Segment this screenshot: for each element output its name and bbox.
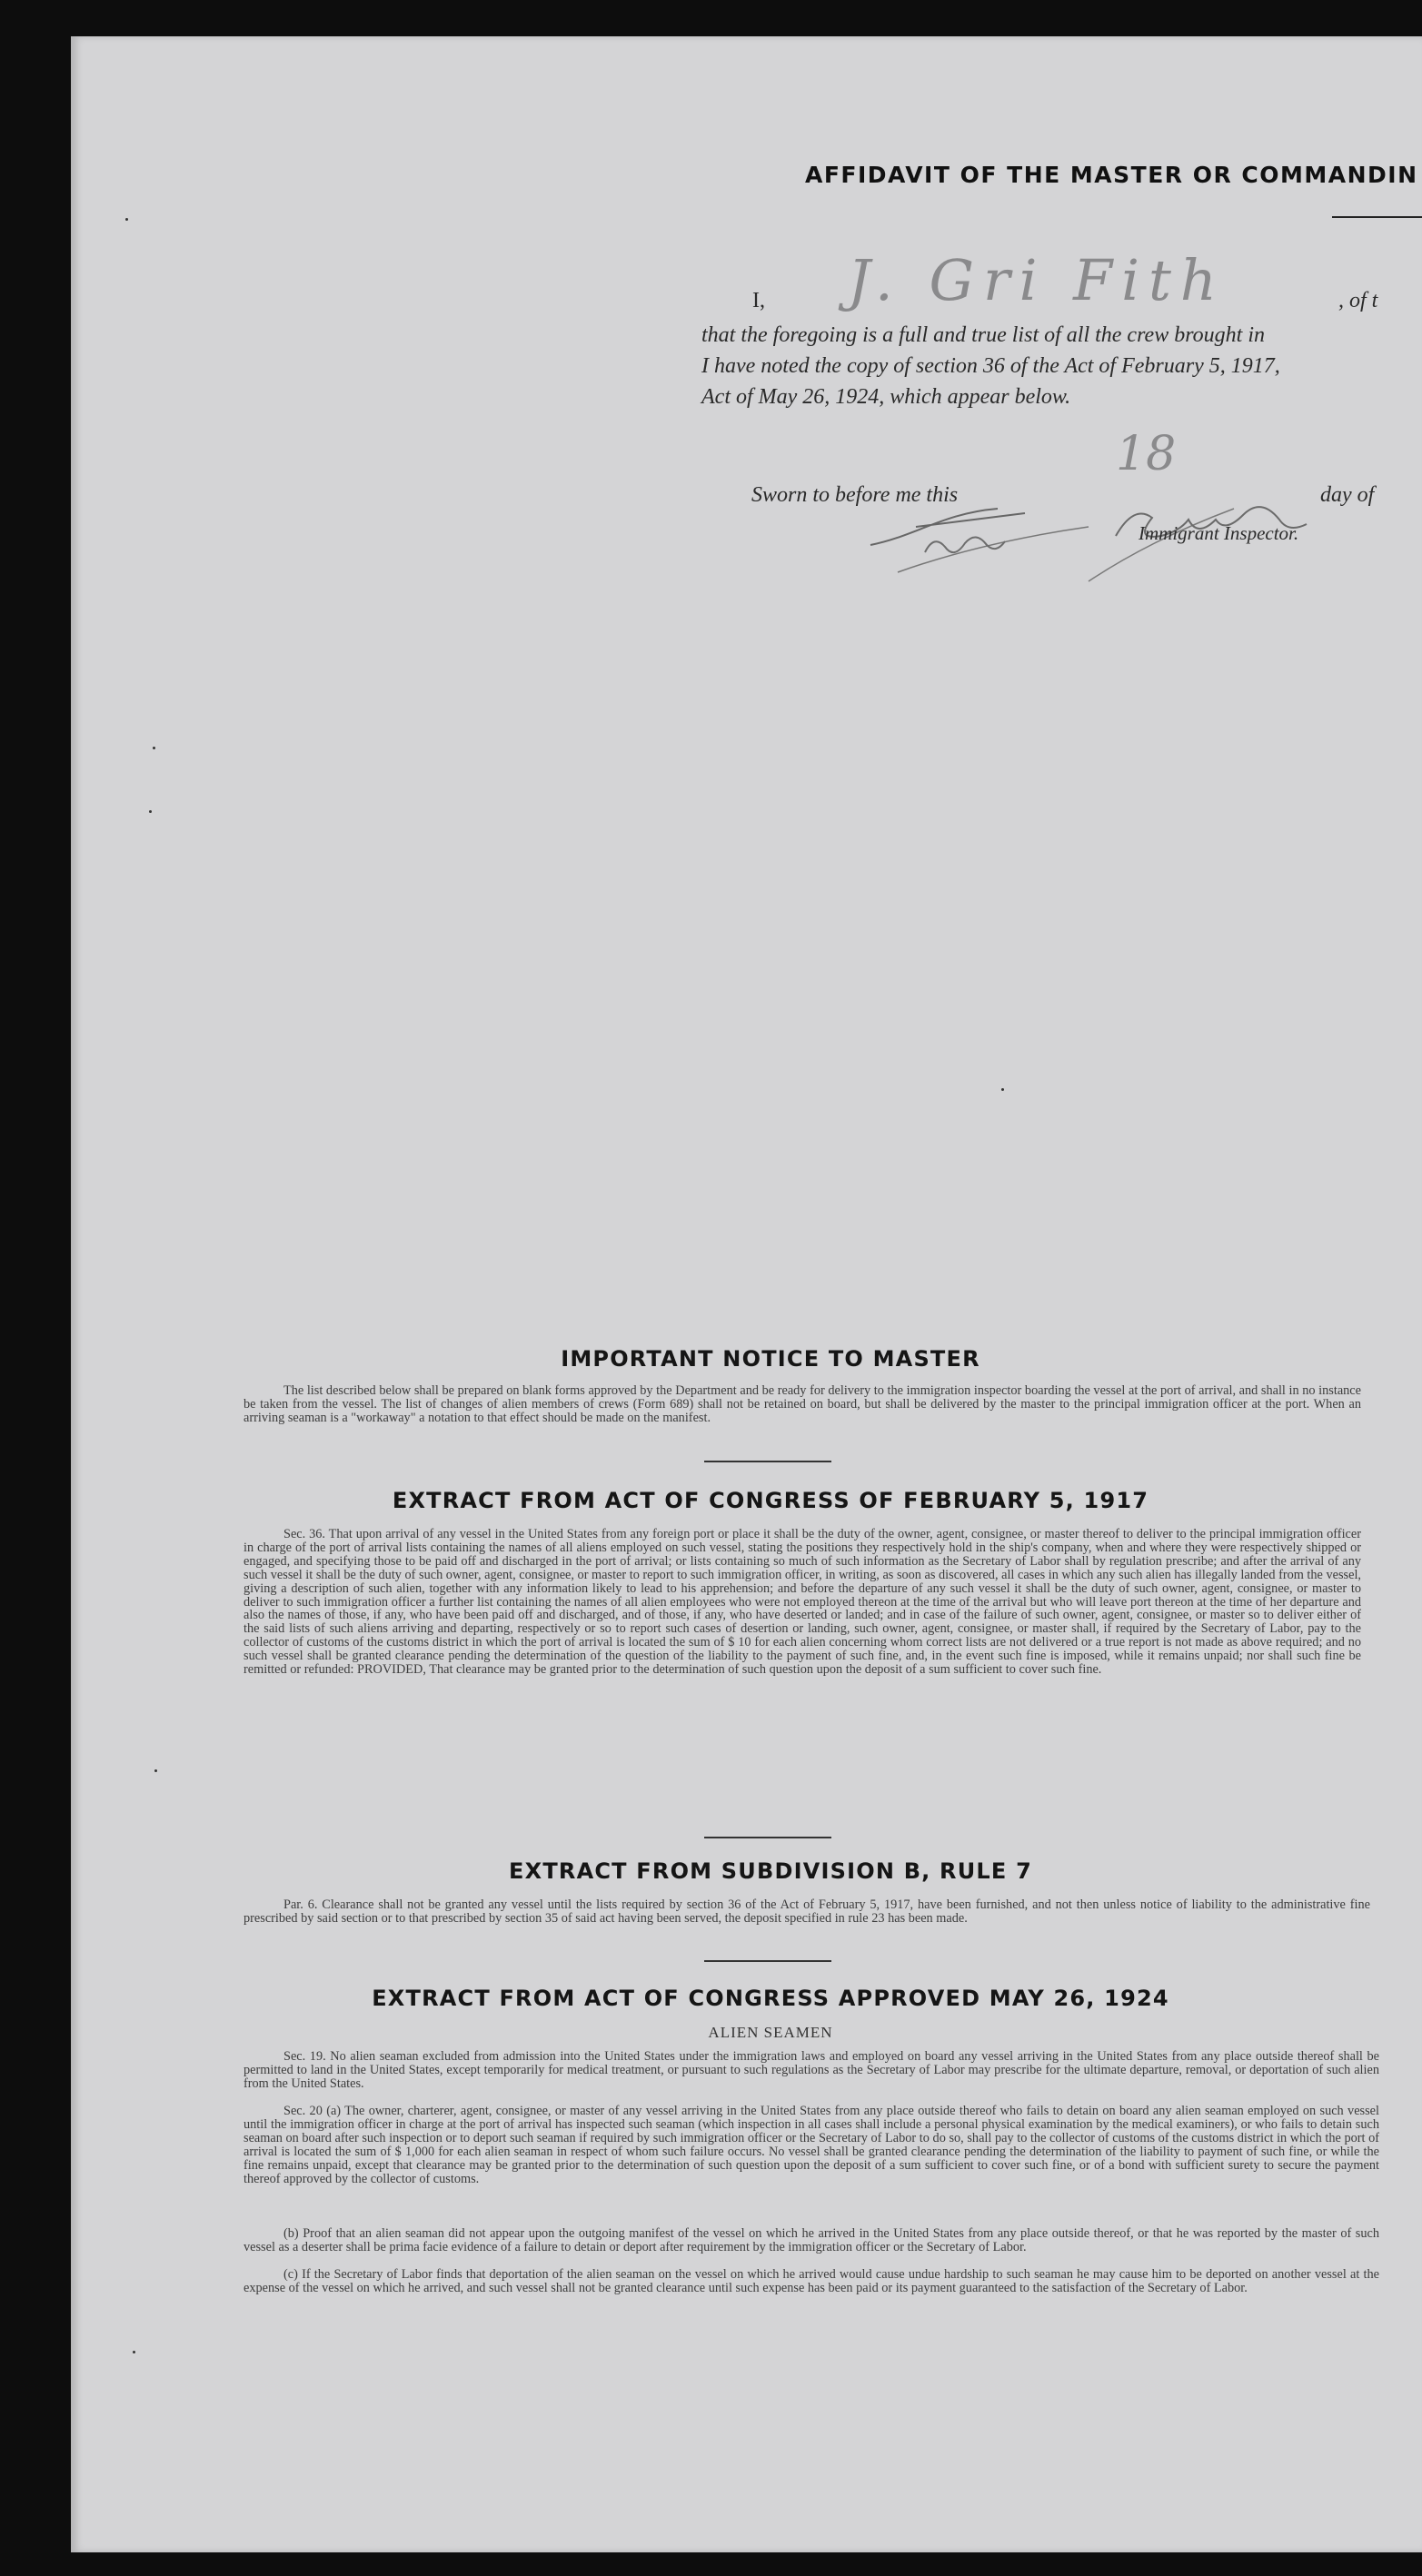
- section-divider: [704, 1837, 831, 1838]
- section-divider: [704, 1960, 831, 1962]
- extract-1917-title: EXTRACT FROM ACT OF CONGRESS OF FEBRUARY 5, 1917: [392, 1488, 1149, 1513]
- extract-1917-body: Sec. 36. That upon arrival of any vessel in the United States from any foreign port or place it shall be the duty of the owner, agent, consignee, or master thereof to deliver to the principal immigration officer in charge of the port of arrival lists containing the names of all aliens employed on such vessel, stating the positions they respectively hold in the ship's company, when and where they were respectively shipped or engaged, and specifying those to be paid off and discharged in the port of arrival; or lists containing so much of such information as the Secretary of Labor shall by regulation prescribe; and after the arrival of any such vessel it shall be the duty of such owner, agent, consignee, or master to report to such immigration officer, in writing, as soon as discovered, all cases in which any such alien has illegally landed from the vessel, giving a description of such alien, together with any information likely to lead to his apprehension; and before the departure of any such vessel it shall be the duty of such owner, agent, consignee, or master to deliver to such immigration officer a further list containing the names of all alien employees who were not employed thereon at the time of the arrival but who will leave port thereon at the time of her departure and also the names of those, if any, who have been paid off and discharged, and of those, if any, who have deserted or landed; and in case of the failure of such owner, agent, consignee, or master so to deliver either of the said lists of such aliens arriving and departing, respectively or so to report such cases of desertion or landing, such owner, agent, consignee, or master shall, if required by the Secretary of Labor, pay to the collector of customs of the customs district in which the port of arrival is located the sum of $ 10 for each alien concerning whom correct lists are not delivered or a true report is not made as above required; and no such vessel shall be granted clearance pending the determination of the question of the liability to the payment of such fine, and, in the event such fine is imposed, while it remains unpaid; nor shall such fine be remitted or refunded: PROVIDED, That clearance may be granted prior to the determination of such question upon the deposit of a sum sufficient to cover such fine.: [244, 1527, 1361, 1678]
- inspector-signature-text: Egnor Sulan: [852, 545, 859, 546]
- paper-speck: [154, 1769, 157, 1772]
- paper-speck: [133, 2351, 135, 2353]
- notice-title: IMPORTANT NOTICE TO MASTER: [561, 1346, 980, 1372]
- handwritten-master-name: J. Gri Fith: [848, 247, 1226, 313]
- sec-20b-paragraph: (b) Proof that an alien seaman did not appear upon the outgoing manifest of the vessel on which he arrived in the United States from any place outside thereof, or that he was reported by the master of such vessel as a deserter shall be prima facie evidence of a failure to detain or deport after requirement by the immigration officer or the Secretary of Labor.: [244, 2226, 1379, 2254]
- sec-20a-paragraph: Sec. 20 (a) The owner, charterer, agent, consignee, or master of any vessel arriving in the United States from any place outside thereof who fails to detain on board any alien seaman employed on such vessel until the immigration officer in charge at the port of arrival has inspected such seaman (which inspection in all cases shall include a personal physical examination by the medical examiners), or who fails to detain such seaman on board after such inspection or to deport such seaman if required by such immigration officer or the Secretary of Labor to do so, shall pay to the collector of customs of the customs district in which the port of arrival is located the sum of $ 1,000 for each alien seaman in respect of whom such failure occurs. No vessel shall be granted clearance pending the determination of the liability to payment of such fine, or while the fine remains unpaid, except that clearance may be granted prior to the determination of such question upon the deposit of a sum sufficient to cover such fine, or of a bond with sufficient surety to secure the payment thereof approved by the collector of customs.: [244, 2104, 1379, 2186]
- alien-seamen-subtitle: ALIEN SEAMEN: [708, 2024, 833, 2041]
- paper-speck: [125, 218, 128, 221]
- title-underline: [1332, 216, 1422, 218]
- sec-19-paragraph: Sec. 19. No alien seaman excluded from admission into the United States under the immigration laws and employed on board any vessel arriving in the United States from any place outside thereof shall be permitted to land in the United States, except temporarily for medical treatment, or pursuant to such regulations as the Secretary of Labor may prescribe for the ultimate departure, removal, or deportation of such alien from the United States.: [244, 2049, 1379, 2091]
- notice-body: The list described below shall be prepared on blank forms approved by the Department and be ready for delivery to the immigration inspector boarding the vessel at the port of arrival, and shall in no instance be taken from the vessel. The list of changes of alien members of crews (Form 689) shall not be retained on board, but shall be delivered by the master to the principal immigration officer at the port. When an arriving seaman is a "workaway" a notation to that effect should be made on the manifest.: [244, 1383, 1361, 1425]
- section-divider: [704, 1461, 831, 1462]
- paper-speck: [153, 747, 155, 749]
- document-page: [71, 36, 1422, 2552]
- extract-rule7-body: Par. 6. Clearance shall not be granted any vessel until the lists required by section 36 of the Act of February 5, 1917, have been furnished, and not then unless notice of liability to the administrative fine prescribed by said section or to that prescribed by section 35 of said act having been served, the deposit specified in rule 23 has been made.: [244, 1897, 1370, 1926]
- affidavit-of-suffix: , of t: [1338, 289, 1378, 312]
- extract-1924-title: EXTRACT FROM ACT OF CONGRESS APPROVED MAY 26, 1924: [372, 1986, 1169, 2011]
- affidavit-title: AFFIDAVIT OF THE MASTER OR COMMANDIN: [805, 162, 1418, 188]
- extract-rule7-title: EXTRACT FROM SUBDIVISION B, RULE 7: [509, 1858, 1032, 1884]
- inspector-title: Immigrant Inspector.: [1139, 522, 1299, 544]
- paper-speck: [1001, 1088, 1004, 1091]
- paper-speck: [149, 810, 152, 813]
- affidavit-line-2: that the foregoing is a full and true list of all the crew brought in: [701, 323, 1265, 347]
- affidavit-line-3: I have noted the copy of section 36 of the Act of February 5, 1917,: [701, 354, 1280, 378]
- sec-20c-paragraph: (c) If the Secretary of Labor finds that deportation of the alien seaman on the vessel on which he arrived would cause undue hardship to such seaman he may cause him to be deported on another vessel at the expense of the vessel on which he arrived, and such vessel shall not be granted clearance until such expense has been paid or its payment guaranteed to the satisfaction of the Secretary of Labor.: [244, 2267, 1379, 2295]
- sworn-prefix: Sworn to before me this: [751, 483, 959, 507]
- sworn-day-of: day of: [1320, 483, 1375, 507]
- affidavit-i-prefix: I,: [752, 289, 765, 312]
- handwritten-day: 18: [1116, 427, 1177, 481]
- affidavit-line-4: Act of May 26, 1924, which appear below.: [701, 385, 1071, 409]
